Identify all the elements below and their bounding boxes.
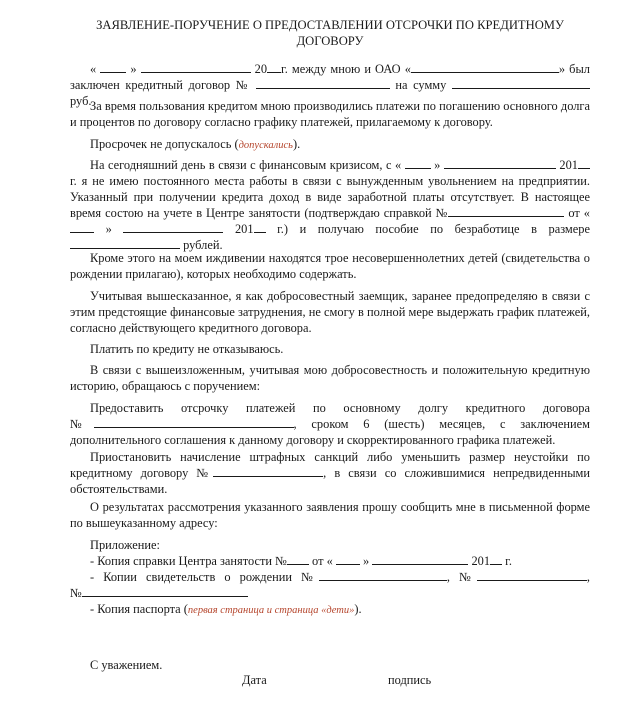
certificate-month-field[interactable] <box>123 221 223 233</box>
date-label: Дата <box>242 673 267 687</box>
signature-label: подпись <box>388 673 432 687</box>
dismissal-month-field[interactable] <box>444 157 556 169</box>
results-paragraph: О результатах рассмотрения указанного заявления прошу сообщить мне в письменной форме по вышеуказанному адресу: <box>70 500 590 530</box>
overdue-note: допускались <box>238 140 293 151</box>
dismissal-day-field[interactable] <box>405 157 431 169</box>
dismissal-year-field[interactable] <box>578 157 590 169</box>
crisis-paragraph: На сегодняшний день в связи с финансовым кризисом, с « » 201 г. я не имею постоянного места работы в связи с вынужденным увольнением на предприятии. Указанный при получении кредита доход в виде заработной платы отсутствует. В настоящее время состою на учете в Центре занятости (подтверждаю справкой № от « » 201 г.) и получаю пособие по безработице в размере рублей. <box>70 158 591 252</box>
deferral-contract-number-field[interactable] <box>94 416 294 428</box>
birth-cert-1-field[interactable] <box>319 569 447 581</box>
month-field[interactable] <box>141 61 251 73</box>
payments-paragraph: За время пользования кредитом мною производились платежи по погашению основного долга и процентов по договору согласно графику платежей, прилагаемому к договору. <box>70 99 590 129</box>
deferral-paragraph: Предоставить отсрочку платежей по основному долгу кредитного договора № , сроком 6 (шесть) месяцев, с заключением дополнительного соглашения к данному договору и скорректированного графика платежей. <box>70 401 590 447</box>
day-field[interactable] <box>100 61 126 73</box>
appendix-certificate-number-field[interactable] <box>287 553 309 565</box>
certificate-number-field[interactable] <box>448 205 564 217</box>
benefit-amount-field[interactable] <box>70 237 180 249</box>
closing-text: С уважением. <box>90 658 163 672</box>
birth-cert-2-field[interactable] <box>477 569 587 581</box>
appendix-year-field[interactable] <box>490 553 502 565</box>
birth-cert-3-field[interactable] <box>82 585 248 597</box>
contract-number-field[interactable] <box>256 77 390 89</box>
not-refuse-paragraph: Платить по кредиту не отказываюсь. <box>90 342 284 356</box>
bank-name-field[interactable] <box>411 61 559 73</box>
passport-note: первая страница и страница «дети» <box>187 605 355 616</box>
appendix-month-field[interactable] <box>372 553 468 565</box>
certificate-day-field[interactable] <box>70 221 94 233</box>
suspend-paragraph: Приостановить начисление штрафных санкций либо уменьшить размер неустойки по кредитному договору № , в связи со сложившимися непредвиденными обстоятельствами. <box>70 450 591 496</box>
appendix-day-field[interactable] <box>336 553 360 565</box>
penalty-contract-number-field[interactable] <box>213 465 323 477</box>
certificate-year-field[interactable] <box>254 221 266 233</box>
appendix-item-passport: - Копия паспорта (первая страница и страница «дети»). <box>90 602 362 616</box>
appendix-section: Приложение: - Копия справки Центра занятости № от « » 201 г. - Копии свидетельств о рождении № , № , № - Копия паспорта (первая страница и страница «дети»). <box>70 537 590 619</box>
overdue-paragraph: Просрочек не допускалось (допускались). <box>90 137 301 151</box>
considering-paragraph: Учитывая вышесказанное, я как добросовестный заемщик, заранее предопределяю в связи с этим предстоящие финансовые затруднения, не смогу в полной мере выдержать график платежей, согласно действующего кредитного договора. <box>70 289 590 335</box>
request-paragraph: В связи с вышеизложенным, учитывая мою добросовестность и положительную кредитную историю, обращаюсь с поручением: <box>70 363 590 393</box>
intro-paragraph: « » 20 г. между мною и ОАО « » был заключен кредитный договор № на сумму руб. <box>70 62 590 108</box>
appendix-item-employment-certificate: - Копия справки Центра занятости № от « » 201 г. <box>90 554 512 568</box>
appendix-item-birth-certificates: - Копии свидетельств о рождении № , № , <box>90 570 590 584</box>
sum-field[interactable] <box>452 77 590 89</box>
year-field[interactable] <box>267 61 281 73</box>
children-paragraph: Кроме этого на моем иждивении находятся трое несовершеннолетних детей (свидетельства о рождении прилагаю), которых необходимо содержать. <box>70 251 590 281</box>
document-title: ЗАЯВЛЕНИЕ-ПОРУЧЕНИЕ О ПРЕДОСТАВЛЕНИИ ОТСРОЧКИ ПО КРЕДИТНОМУ ДОГОВОРУ <box>96 18 564 48</box>
